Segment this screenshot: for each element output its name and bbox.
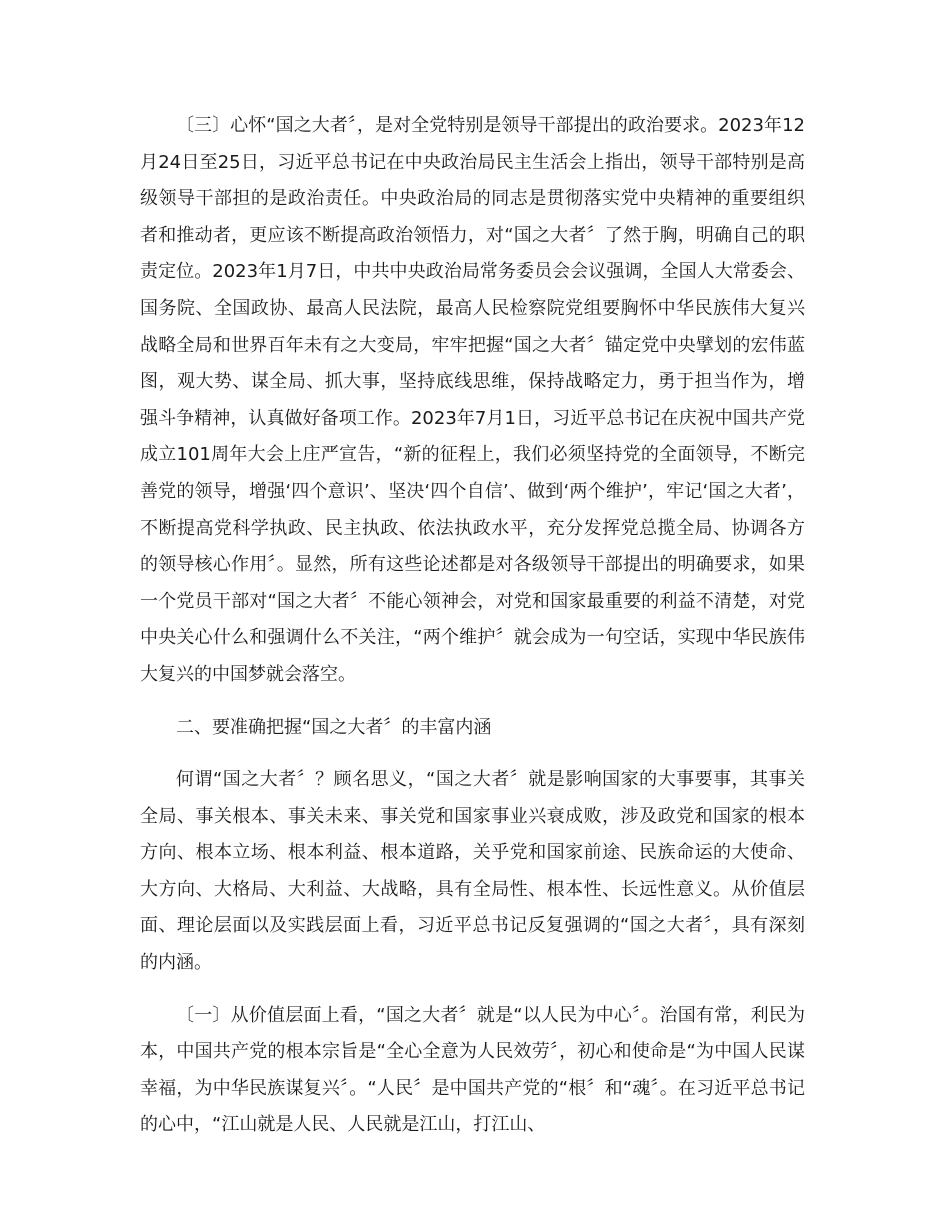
paragraph-spacer: [140, 746, 805, 762]
paragraph-subsection-1: 〔一〕从价值层面上看，“国之大者〞就是“以人民为中心〞。治国有常，利民为本，中国共产党的根本宗旨是“全心全意为人民效劳〞，初心和使命是“为中国人民谋幸福，为中华民族谋复兴〞。“人民〞是中国共产党的“根〞和“魂〞。在习近平总书记的心中，“江山就是人民、人民就是江山，打江山、: [140, 1004, 805, 1136]
paragraph-definition: 何谓“国之大者〞？顾名思义，“国之大者〞就是影响国家的大事要事，其事关全局、事关根本、事关未来、事关党和国家事业兴衰成败，涉及政党和国家的根本方向、根本立场、根本利益、根本道路，关乎党和国家前途、民族命运的大使命、大方向、大格局、大利益、大战略，具有全局性、根本性、长远性意义。从价值层面、理论层面以及实践层面上看，习近平总书记反复强调的“国之大者〞，具有深刻的内涵。: [140, 769, 805, 974]
paragraph-spacer: [140, 694, 805, 710]
document-body: [140, 108, 805, 1144]
paragraph-section-3: 〔三〕心怀“国之大者〞，是对全党特别是领导干部提出的政治要求。2023年12月24日至25日，习近平总书记在中央政治局民主生活会上指出，领导干部特别是高级领导干部担的是政治责任。中央政治局的同志是贯彻落实党中央精神的重要组织者和推动者，更应该不断提高政治领悟力，对“国之大者〞了然于胸，明确自己的职责定位。2023年1月7日，中共中央政治局常务委员会会议强调，全国人大常委会、国务院、全国政协、最高人民法院，最高人民检察院党组要胸怀中华民族伟大复兴战略全局和世界百年未有之大变局，牢牢把握“国之大者〞锚定党中央擘划的宏伟蓝图，观大势、谋全局、抓大事，坚持底线思维，保持战略定力，勇于担当作为，增强斗争精神，认真做好备项工作。2023年7月1日，习近平总书记在庆祝中国共产党成立101周年大会上庄严宣告，“新的征程上，我们必须坚持党的全面领导，不断完善党的领导，增强‘四个意识’、坚决‘四个自信’、做到‘两个维护’，牢记‘国之大者’，不断提高党科学执政、民主执政、依法执政水平，充分发挥党总揽全局、协调各方的领导核心作用〞。显然，所有这些论述都是对各级领导干部提出的明确要求，如果一个党员干部对“国之大者〞不能心领神会，对党和国家最重要的利益不清楚，对党中央关心什么和强调什么不关注，“两个维护〞就会成为一句空话，实现中华民族伟大复兴的中国梦就会落空。: [140, 115, 805, 685]
section-heading-2: 二、要准确把握“国之大者〞的丰富内涵: [176, 716, 492, 738]
paragraph-spacer: [140, 982, 805, 998]
